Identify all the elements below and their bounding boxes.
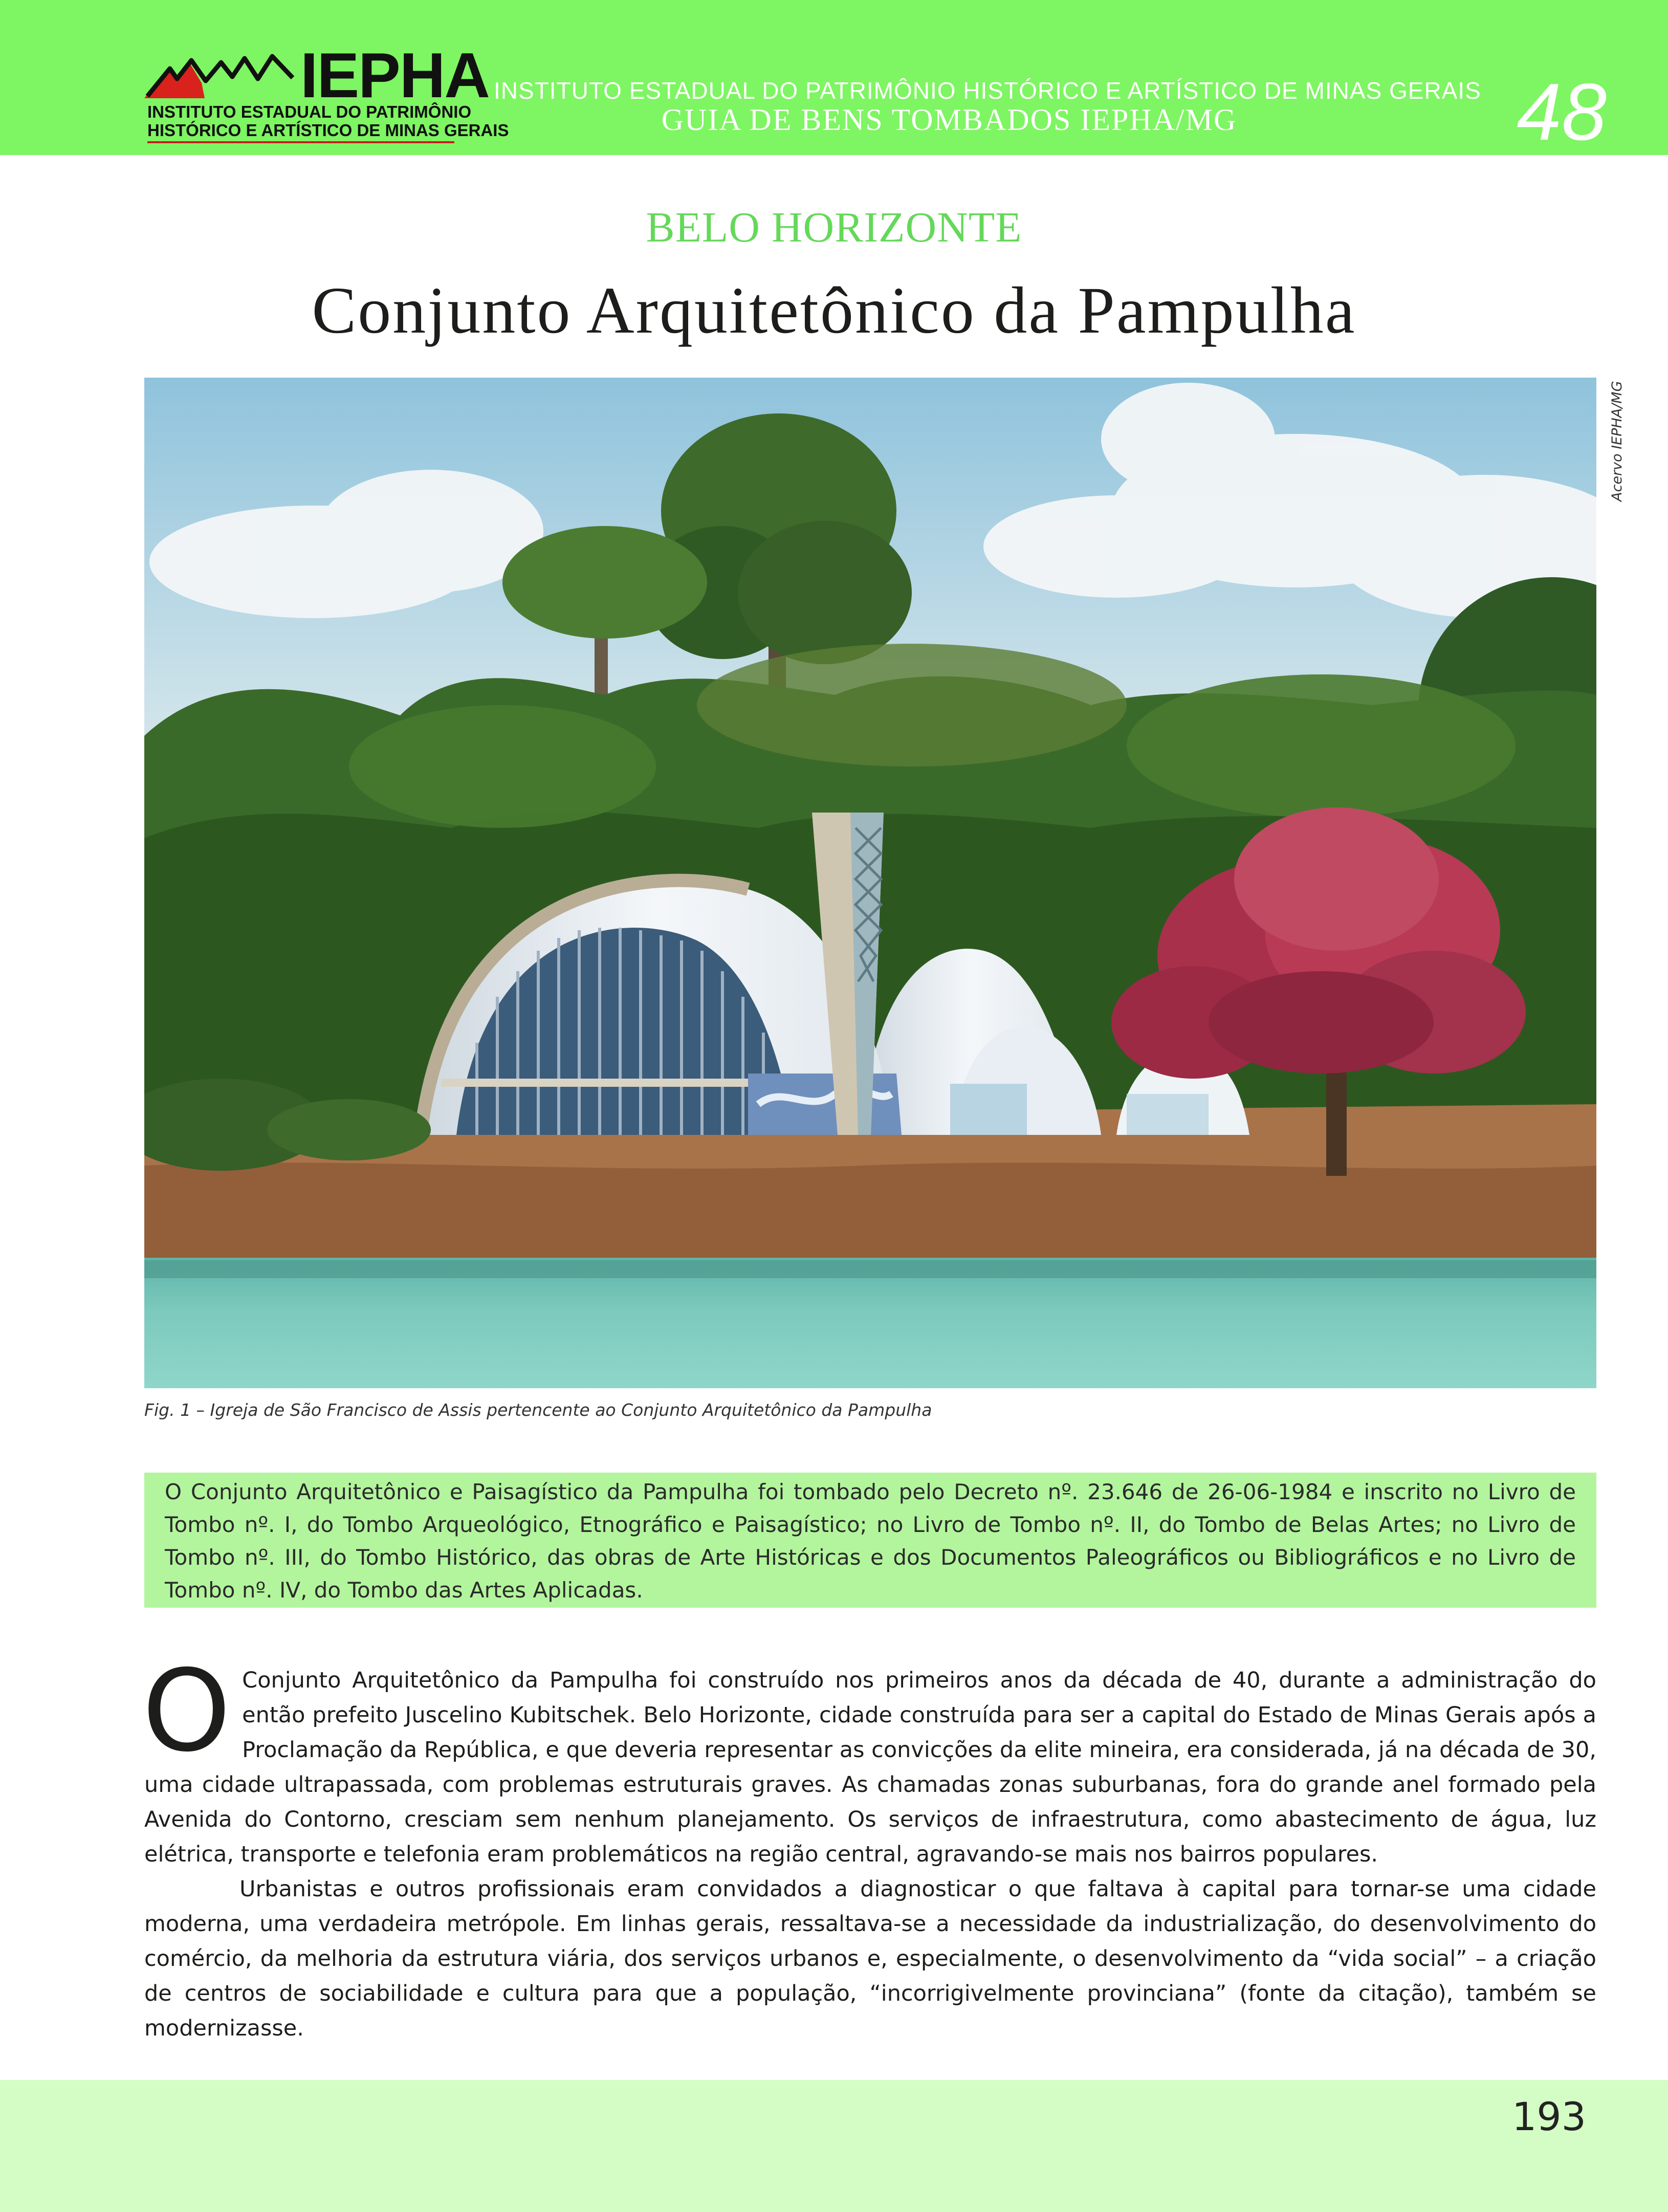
page-number: 193 [1511,2094,1586,2139]
paragraph-1-text: Conjunto Arquitetônico da Pampulha foi construído nos primeiros anos da década de 40, durante a administração do então prefeito Juscelino Kubitschek. Belo Horizonte, cidade construída para ser a capital do Estado de Minas Gerais após a Proclamação da República, e que deveria representar as convicções da elite mineira, era considerada, já na década de 30, uma cidade ultrapassada, com problemas estruturais graves. As chamadas zonas suburbanas, fora do grande anel formado pela Avenida do Contorno, cresciam sem nenhum planejamento. Os serviços de infraestrutura, como abastecimento de água, luz elétrica, transporte e telefonia eram problemáticos na região central, agravando-se mais nos bairros populares. [144,1668,1596,1867]
page-footer [0,2080,1668,2212]
city-heading: BELO HORIZONTE [646,204,1022,251]
church-photo [144,378,1596,1388]
logo-name: IEPHA [300,40,489,111]
drop-cap: O [142,1646,231,1777]
guide-title: GUIA DE BENS TOMBADOS IEPHA/MG [661,103,1237,137]
sheet-number: 48 [1517,67,1607,157]
body-text [142,1646,1596,2046]
logo-subtitle-line-1: INSTITUTO ESTADUAL DO PATRIMÔNIO [147,102,472,121]
paragraph-1 [142,1646,1596,1872]
logo-subtitle-line-2: HISTÓRICO E ARTÍSTICO DE MINAS GERAIS [147,121,509,140]
logo-underline [147,141,454,143]
photo-caption: Fig. 1 – Igreja de São Francisco de Assis pertencente ao Conjunto Arquitetônico da Pampulha [144,1400,932,1420]
photo-credit: Acervo IEPHA/MG [1609,381,1625,501]
paragraph-2: Urbanistas e outros profissionais eram convidados a diagnosticar o que faltava à capital para tornar-se uma cidade moderna, uma verdadeira metrópole. Em linhas gerais, ressaltava-se a necessidade da industrialização, do desenvolvimento do comércio, da melhoria da estrutura viária, dos serviços urbanos e, especialmente, o desenvolvimento da “vida social” – a criação de centros de sociabilidade e cultura para que a população, “incorrigivelmente provinciana” (fonte da citação), também se modernizasse. [144,1876,1596,2041]
decree-box: O Conjunto Arquitetônico e Paisagístico da Pampulha foi tombado pelo Decreto nº. 23.646 de 26-06-1984 e inscrito no Livro de Tombo nº. I, do Tombo Arqueológico, Etnográfico e Paisagístico; no Livro de Tombo nº. II, do Tombo de Belas Artes; no Livro de Tombo nº. III, do Tombo Histórico, das obras de Arte Históricas e dos Documentos Paleográficos ou Bibliográficos e no Livro de Tombo nº. IV, do Tombo das Artes Aplicadas. [144,1473,1596,1608]
mountain-logo-icon [144,47,303,103]
iepha-logo [144,40,509,144]
institution-name: INSTITUTO ESTADUAL DO PATRIMÔNIO HISTÓRICO E ARTÍSTICO DE MINAS GERAIS [494,77,1481,104]
pampulha-church-illustration [144,378,1596,1388]
page-title: Conjunto Arquitetônico da Pampulha [312,274,1356,347]
page-header [0,0,1668,155]
